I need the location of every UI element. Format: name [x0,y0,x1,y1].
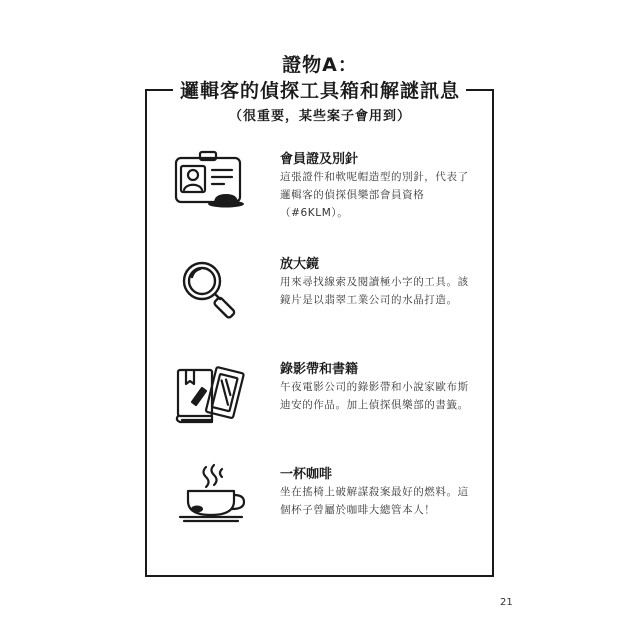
id-card-icon [170,148,250,228]
book-videotape-icon [170,358,250,438]
item-description: 用來尋找線索及閱讀極小字的工具。該鏡片是以翡翠工業公司的水晶打造。 [280,276,469,306]
magnifying-glass-icon [170,253,250,333]
item-description: 坐在搖椅上破解謀殺案最好的燃料。這個杯子曾屬於咖啡大總管本人！ [280,486,469,516]
heading-title: 邏輯客的偵探工具箱和解謎訊息 [179,80,460,102]
item-title: 錄影帶和書籍 [280,362,359,377]
item-description: 這張證件和軟呢帽造型的別針，代表了邏輯客的偵探俱樂部會員資格（#6KLM）。 [280,171,469,219]
item-title: 一杯咖啡 [280,467,333,482]
heading-exhibit: 證物A： [282,54,358,76]
page-number: 21 [500,597,513,608]
item-title: 放大鏡 [280,257,320,272]
item-title: 會員證及別針 [280,152,359,167]
item-description: 午夜電影公司的錄影帶和小說家歐布斯迪安的作品。加上偵探俱樂部的書籤。 [280,381,469,411]
heading-note: （很重要，某些案子會用到） [228,109,411,124]
coffee-cup-icon [170,463,250,543]
